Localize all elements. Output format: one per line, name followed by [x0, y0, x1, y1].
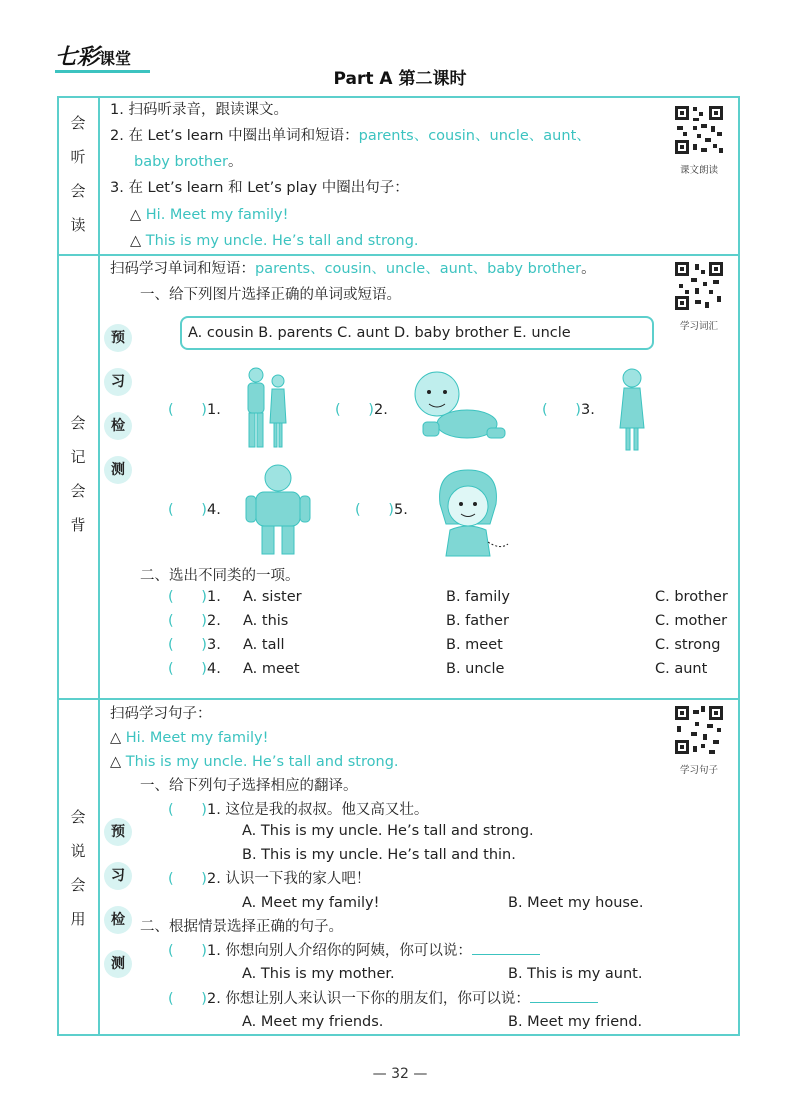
option-a: A. tall: [243, 637, 285, 653]
preview-pill: 习: [104, 368, 132, 396]
picture-item-2: ( )2.: [335, 402, 388, 418]
option-b: B. This is my aunt.: [508, 966, 643, 982]
baby-brother-illustration: [405, 368, 511, 446]
answer-blank[interactable]: ( ): [355, 502, 394, 518]
odd-row-number: ( )4.: [168, 661, 221, 677]
qr-label: 学习词汇: [679, 321, 718, 332]
picture-item-3: ( )3.: [542, 402, 595, 418]
triangle-icon: △: [130, 207, 142, 223]
option-c: C. aunt: [655, 661, 708, 677]
question-2: ( )2. 认识一下我的家人吧！: [168, 871, 371, 887]
scenario-2: ( )2. 你想让别人来认识一下你的朋友们，你可以说：: [168, 988, 598, 1009]
odd-row-number: ( )1.: [168, 589, 221, 605]
answer-blank[interactable]: ( ): [168, 661, 207, 677]
answer-blank[interactable]: ( ): [168, 943, 207, 959]
sentence-1: △ Hi. Meet my family!: [130, 207, 289, 223]
answer-blank[interactable]: ( ): [168, 991, 207, 1007]
sentence-1: △ Hi. Meet my family!: [110, 730, 269, 746]
instruction-line-2: 2. 在 Let’s learn 中圈出单词和短语：parents、cousin、uncle、aunt、: [110, 128, 591, 144]
answer-blank[interactable]: ( ): [168, 613, 207, 629]
exercise-title: 二、选出不同类的一项。: [140, 568, 300, 584]
option-b: B. uncle: [446, 661, 505, 677]
sentence-2: △ This is my uncle. He’s tall and strong.: [110, 754, 399, 770]
answer-blank[interactable]: ( ): [168, 589, 207, 605]
preview-pill: 检: [104, 412, 132, 440]
fill-blank[interactable]: [530, 988, 598, 1003]
scenario-1: ( )1. 你想向别人介绍你的阿姨，你可以说：: [168, 940, 540, 961]
uncle-illustration: [238, 462, 318, 556]
option-b: B. father: [446, 613, 509, 629]
option-a: A. Meet my family!: [242, 895, 380, 911]
qr-label: 课文朗读: [679, 165, 718, 176]
instruction-line-1: 1. 扫码听录音，跟读课文。: [110, 102, 288, 118]
preview-pill: 检: [104, 906, 132, 934]
sentence-2: △ This is my uncle. He’s tall and strong.: [130, 233, 419, 249]
brand-logo: 七彩课堂: [55, 44, 132, 70]
option-b: B. Meet my friend.: [508, 1014, 643, 1030]
page-number: — 32 —: [372, 1066, 428, 1082]
answer-blank[interactable]: ( ): [542, 402, 581, 418]
preview-pill: 预: [104, 818, 132, 846]
parents-illustration: [238, 365, 298, 451]
section-divider: [57, 698, 740, 700]
option-a: A. Meet my friends.: [242, 1014, 384, 1030]
option-c: C. brother: [655, 589, 728, 605]
option-a: A. this: [243, 613, 289, 629]
answer-blank[interactable]: ( ): [168, 402, 207, 418]
section-divider: [57, 254, 740, 256]
qr-label: 学习句子: [679, 765, 718, 776]
picture-item-5: ( )5.: [355, 502, 408, 518]
fill-blank[interactable]: [472, 940, 540, 955]
answer-blank[interactable]: ( ): [335, 402, 374, 418]
exercise-title: 二、根据情景选择正确的句子。: [140, 919, 343, 935]
triangle-icon: △: [130, 233, 142, 249]
page-title: Part A 第二课时: [333, 69, 467, 89]
side-label-listen: 会 听 会 读: [70, 114, 86, 234]
preview-pill: 预: [104, 324, 132, 352]
section-intro: 扫码学习单词和短语：parents、cousin、uncle、aunt、baby brother。: [110, 261, 596, 277]
aunt-illustration: [612, 366, 652, 452]
side-label-memorize: 会 记 会 背: [70, 414, 86, 534]
answer-blank[interactable]: ( ): [168, 637, 207, 653]
side-label-speak: 会 说 会 用: [70, 808, 86, 928]
triangle-icon: △: [110, 754, 122, 770]
qr-code-icon[interactable]: [673, 104, 725, 156]
preview-pill: 习: [104, 862, 132, 890]
cousin-illustration: [428, 464, 512, 558]
exercise-title: 一、给下列图片选择正确的单词或短语。: [140, 287, 401, 303]
options-list: A. cousin B. parents C. aunt D. baby brother E. uncle: [188, 325, 571, 341]
option-a: A. meet: [243, 661, 300, 677]
picture-item-4: ( )4.: [168, 502, 221, 518]
option-b: B. meet: [446, 637, 503, 653]
question-1: ( )1. 这位是我的叔叔。他又高又壮。: [168, 802, 429, 818]
picture-item-1: ( )1.: [168, 402, 221, 418]
option-c: C. strong: [655, 637, 721, 653]
option-a: A. This is my mother.: [242, 966, 395, 982]
option-b: B. family: [446, 589, 510, 605]
odd-row-number: ( )3.: [168, 637, 221, 653]
exercise-title: 一、给下列句子选择相应的翻译。: [140, 778, 358, 794]
section-intro: 扫码学习句子：: [110, 706, 212, 722]
option-b: B. Meet my house.: [508, 895, 644, 911]
instruction-line-3: 3. 在 Let’s learn 和 Let’s play 中圈出句子：: [110, 180, 409, 196]
answer-blank[interactable]: ( ): [168, 502, 207, 518]
preview-pill: 测: [104, 950, 132, 978]
answer-blank[interactable]: ( ): [168, 802, 207, 818]
side-column-divider: [98, 96, 100, 1036]
qr-code-icon[interactable]: [673, 704, 725, 756]
answer-blank[interactable]: ( ): [168, 871, 207, 887]
odd-row-number: ( )2.: [168, 613, 221, 629]
instruction-line-2-cont: baby brother。: [134, 154, 243, 170]
preview-pill: 测: [104, 456, 132, 484]
option-a: A. This is my uncle. He’s tall and strong.: [242, 823, 534, 839]
option-b: B. This is my uncle. He’s tall and thin.: [242, 847, 516, 863]
option-a: A. sister: [243, 589, 302, 605]
triangle-icon: △: [110, 730, 122, 746]
qr-code-icon[interactable]: [673, 260, 725, 312]
option-c: C. mother: [655, 613, 728, 629]
